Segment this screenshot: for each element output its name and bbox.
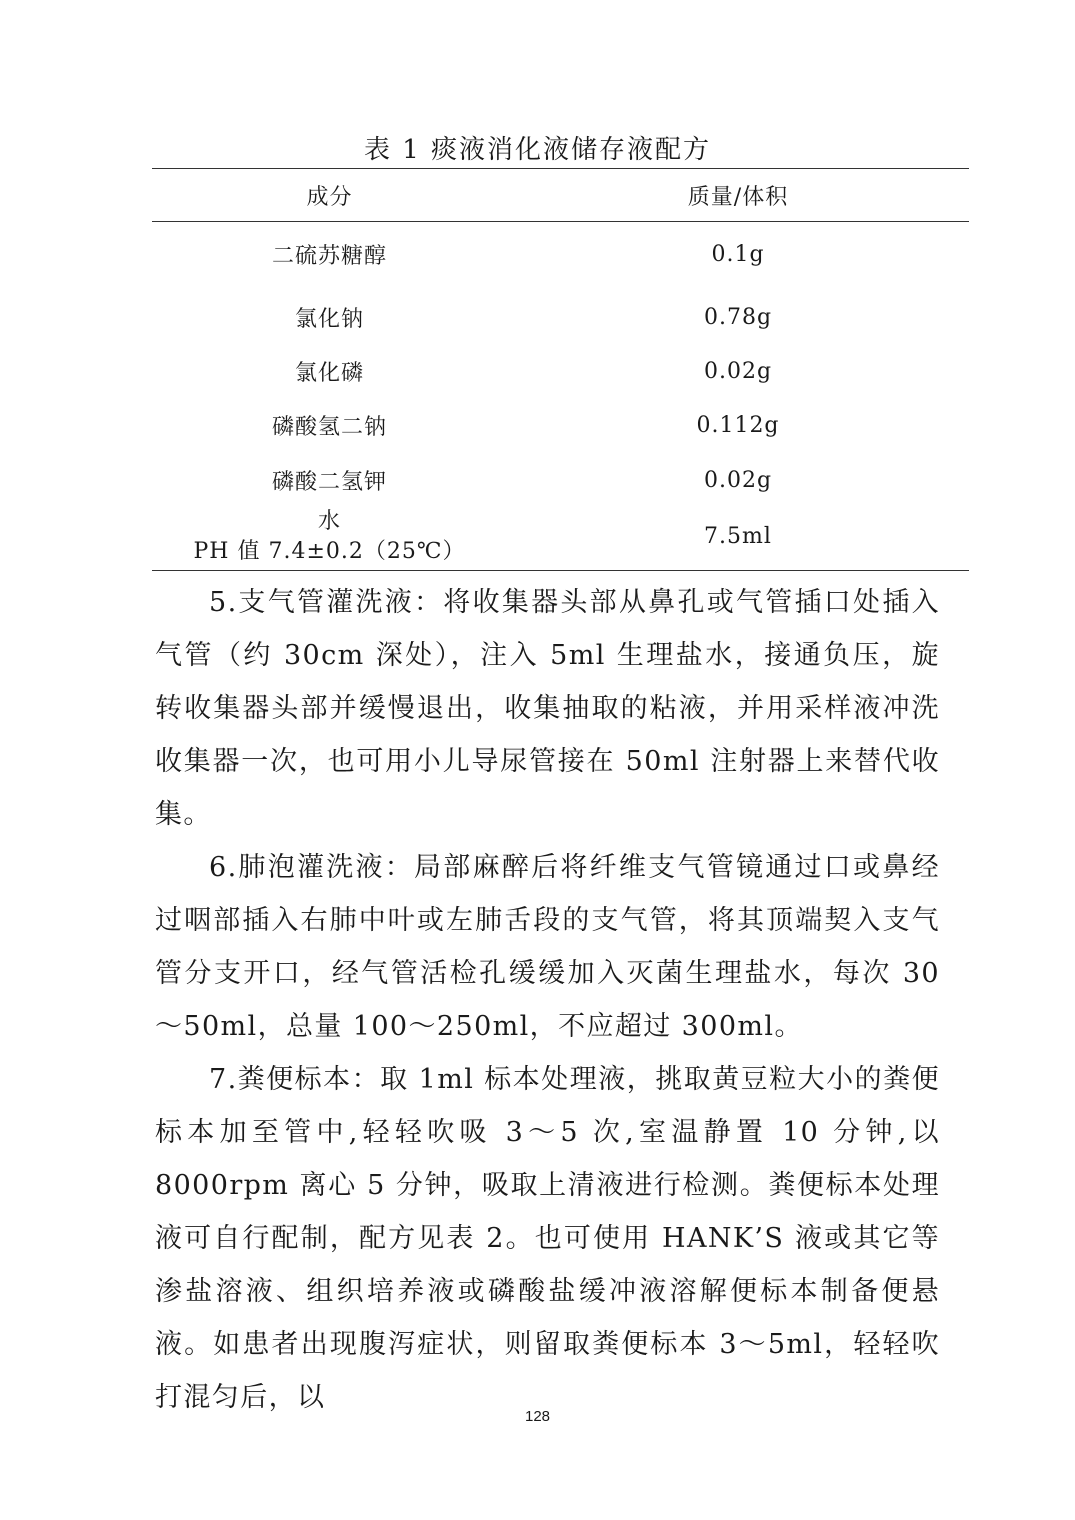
ingredient-cell: 氯化钠: [294, 306, 364, 332]
amount-cell: 0.02g: [703, 467, 773, 493]
table-caption: 表 1 痰液消化液储存液配方: [363, 135, 712, 165]
column-header-amount: 质量/体积: [507, 169, 969, 222]
amount-cell: 0.02g: [703, 358, 773, 384]
paragraph-alveolar-lavage: 6.肺泡灌洗液：局部麻醉后将纤维支气管镜通过口或鼻经过咽部插入右肺中叶或左肺舌段的支气管，将其顶端契入支气管分支开口，经气管活检孔缓缓加入灭菌生理盐水，每次 30～50ml，总量 100～250ml，不应超过 300ml。: [155, 852, 940, 1042]
ingredient-cell: 磷酸氢二钠: [271, 414, 387, 440]
amount-cell: 0.78g: [703, 304, 773, 330]
table-row: [152, 456, 969, 504]
paragraph-stool-specimen: 7.粪便标本：取 1ml 标本处理液，挑取黄豆粒大小的粪便标本加至管中,轻轻吹吸 3～5 次,室温静置 10 分钟,以 8000rpm 离心 5 分钟，吸取上清液进行检测。粪便标本处理液可自行配制，配方见表 2。也可使用 HANK’S 液或其它等渗盐溶液、组织培养液或磷酸盐缓冲液溶解便标本制备便悬液。如患者出现腹泻症状，则留取粪便标本 3～5ml，轻轻吹打混匀后，以: [155, 1064, 940, 1413]
table-row: [152, 394, 969, 456]
ingredient-note: PH 值 7.4±0.2（25℃）: [193, 539, 466, 564]
column-header-ingredient: 成分: [152, 169, 507, 222]
body-text: [155, 576, 940, 1424]
ingredient-cell: 二硫苏糖醇: [271, 243, 387, 269]
ingredient-cell: 氯化磷: [294, 360, 364, 386]
amount-cell: 0.112g: [696, 412, 780, 438]
table-row: [152, 222, 969, 287]
ingredient-cell: [152, 504, 507, 571]
table-header-row: [152, 169, 969, 222]
table-row: [152, 348, 969, 394]
amount-cell: 0.1g: [711, 241, 765, 267]
table-row: [152, 286, 969, 348]
paragraph-bronchial-lavage: 5.支气管灌洗液：将收集器头部从鼻孔或气管插口处插入气管（约 30cm 深处），注入 5ml 生理盐水，接通负压，旋转收集器头部并缓慢退出，收集抽取的粘液，并用采样液冲洗收集器一次，也可用小儿导尿管接在 50ml 注射器上来替代收集。: [155, 587, 940, 830]
recipe-table: [152, 168, 969, 571]
ingredient-cell: 磷酸二氢钾: [271, 469, 387, 495]
amount-cell: 7.5ml: [507, 504, 969, 571]
ingredient-name: 水: [317, 509, 341, 534]
table-row: [152, 504, 969, 571]
page-number: 128: [524, 1408, 551, 1425]
